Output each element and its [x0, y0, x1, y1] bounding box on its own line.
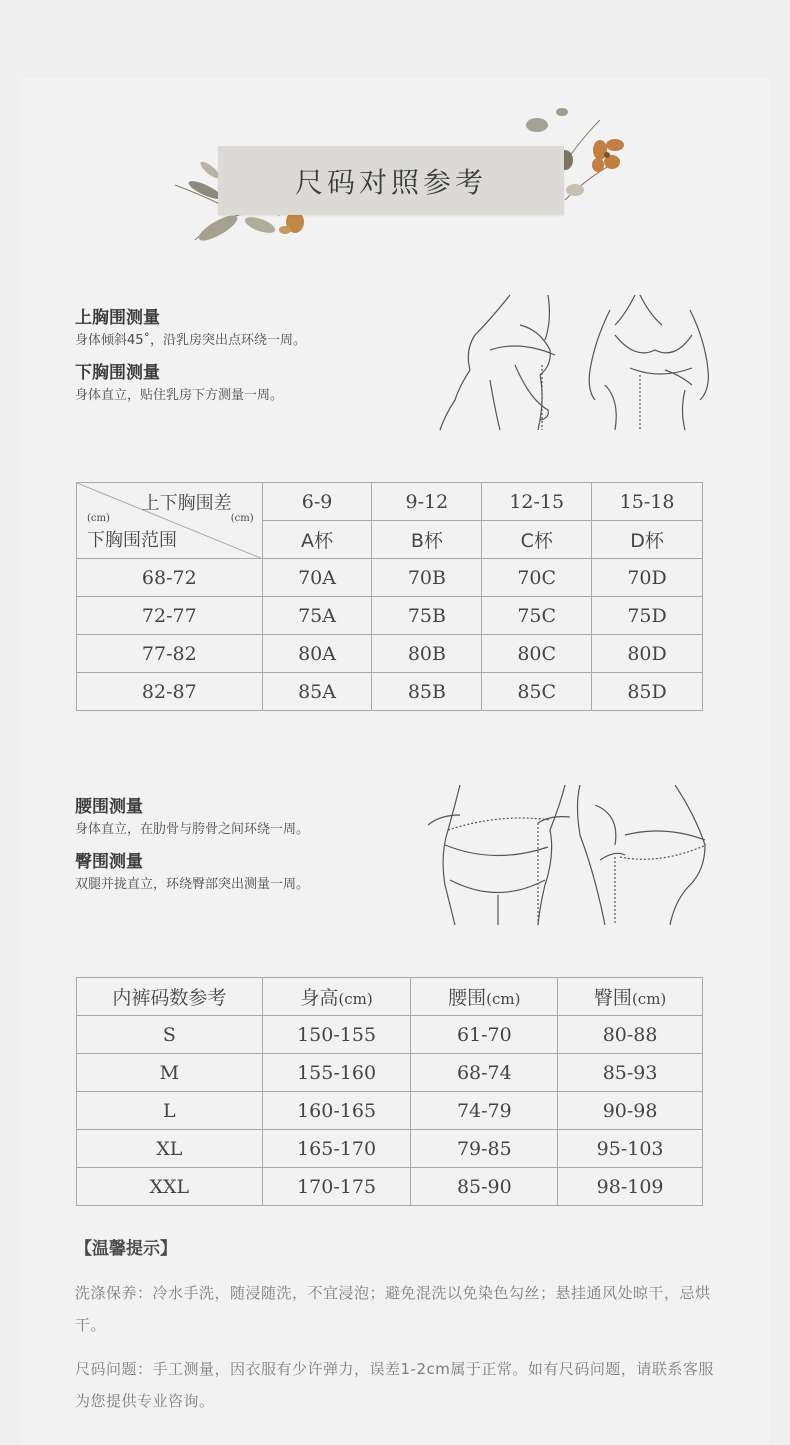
unit-label: (cm) [338, 990, 373, 1008]
size-cell: 85D [592, 673, 703, 711]
under-bust-range: 72-77 [77, 597, 263, 635]
size-cell: 85A [262, 673, 372, 711]
table-row [77, 673, 703, 711]
waist-cell: 61-70 [411, 1016, 558, 1054]
bust-measure-illustration [430, 290, 720, 435]
hip-heading: 臀围测量 [75, 852, 143, 872]
waist-desc: 身体直立，在肋骨与胯骨之间环绕一周。 [75, 822, 310, 837]
cup-cell: C杯 [482, 521, 592, 559]
cup-cell: D杯 [592, 521, 703, 559]
tips-heading: 【温馨提示】 [75, 1239, 177, 1259]
bra-table-corner [77, 483, 263, 559]
height-cell: 150-155 [262, 1016, 411, 1054]
table-row [77, 1054, 703, 1092]
table-row [77, 597, 703, 635]
size-cell: 80A [262, 635, 372, 673]
leaves-decoration-icon [0, 0, 790, 260]
diff-range-cell: 15-18 [592, 483, 703, 521]
height-cell: 170-175 [262, 1168, 411, 1206]
size-cell: 70D [592, 559, 703, 597]
size-cell: 85C [482, 673, 592, 711]
size-cell: 70C [482, 559, 592, 597]
size-cell: 80C [482, 635, 592, 673]
size-cell: 75B [372, 597, 482, 635]
table-row [77, 1016, 703, 1054]
hip-cell: 90-98 [558, 1092, 703, 1130]
corner-bottom-label: 下胸围范围 [87, 530, 177, 551]
height-cell: 165-170 [262, 1130, 411, 1168]
brief-size-table [76, 977, 703, 1206]
header-cell [558, 978, 703, 1016]
unit-label: (cm) [631, 990, 667, 1008]
header-label: 臀围 [593, 987, 632, 1009]
table-row [77, 1130, 703, 1168]
size-cell: 70B [372, 559, 482, 597]
waist-cell: 68-74 [411, 1054, 558, 1092]
under-bust-range: 68-72 [77, 559, 263, 597]
height-cell: 160-165 [262, 1092, 411, 1130]
page-title: 尺码对照参考 [294, 165, 487, 199]
upper-bust-desc: 身体倾斜45˚，沿乳房突出点环绕一周。 [75, 333, 307, 348]
upper-bust-heading: 上胸围测量 [75, 308, 160, 328]
tips-section [75, 1234, 715, 1429]
corner-unit-left: (cm) [87, 513, 110, 524]
header-cell [77, 978, 263, 1016]
waist-measure-section [75, 797, 309, 895]
care-tip: 洗涤保养：冷水手洗，随浸随洗，不宜浸泡；避免混洗以免染色勾丝；悬挂通风处晾干，忌烘干。 [75, 1284, 711, 1334]
hip-cell: 85-93 [558, 1054, 703, 1092]
corner-top-label: 上下胸围差 [141, 493, 232, 514]
size-label: S [77, 1016, 263, 1054]
diff-range-cell: 6-9 [262, 483, 372, 521]
waist-heading: 腰围测量 [75, 797, 143, 817]
header-cell [262, 978, 411, 1016]
bra-size-table [76, 482, 703, 711]
under-bust-heading: 下胸围测量 [75, 363, 160, 383]
size-label: XL [77, 1130, 263, 1168]
hip-cell: 98-109 [558, 1168, 703, 1206]
cup-cell: B杯 [372, 521, 482, 559]
table-row [77, 1168, 703, 1206]
unit-label: (cm) [486, 990, 521, 1008]
height-cell: 155-160 [262, 1054, 411, 1092]
header-label: 内裤码数参考 [112, 987, 227, 1009]
size-label: M [77, 1054, 263, 1092]
hip-desc: 双腿并拢直立，环绕臀部突出测量一周。 [75, 877, 310, 892]
diff-range-cell: 9-12 [372, 483, 482, 521]
size-cell: 75D [592, 597, 703, 635]
size-label: XXL [77, 1168, 263, 1206]
header-label: 腰围 [448, 987, 487, 1009]
header-cell [411, 978, 558, 1016]
waist-measure-illustration [420, 785, 710, 927]
header-label: 身高 [300, 987, 339, 1009]
under-bust-desc: 身体直立，贴住乳房下方测量一周。 [75, 388, 284, 403]
size-label: L [77, 1092, 263, 1130]
table-row [77, 559, 703, 597]
waist-cell: 74-79 [411, 1092, 558, 1130]
size-cell: 70A [262, 559, 372, 597]
title-banner [0, 0, 790, 260]
corner-unit-right: (cm) [230, 513, 254, 524]
size-cell: 80B [372, 635, 482, 673]
title-box [218, 146, 564, 215]
table-row [77, 1092, 703, 1130]
under-bust-range: 77-82 [77, 635, 263, 673]
size-cell: 75A [262, 597, 372, 635]
size-cell: 80D [592, 635, 703, 673]
cup-cell: A杯 [262, 521, 372, 559]
under-bust-range: 82-87 [77, 673, 263, 711]
size-tip: 尺码问题：手工测量，因衣服有少许弹力，误差1-2cm属于正常。如有尺码问题，请联系客服为您提供专业咨询。 [75, 1360, 714, 1410]
waist-cell: 85-90 [411, 1168, 558, 1206]
waist-cell: 79-85 [411, 1130, 558, 1168]
hip-cell: 95-103 [558, 1130, 703, 1168]
diff-range-cell: 12-15 [482, 483, 592, 521]
size-cell: 85B [372, 673, 482, 711]
hip-cell: 80-88 [558, 1016, 703, 1054]
table-row [77, 635, 703, 673]
size-cell: 75C [482, 597, 592, 635]
bust-measure-section [75, 308, 306, 406]
